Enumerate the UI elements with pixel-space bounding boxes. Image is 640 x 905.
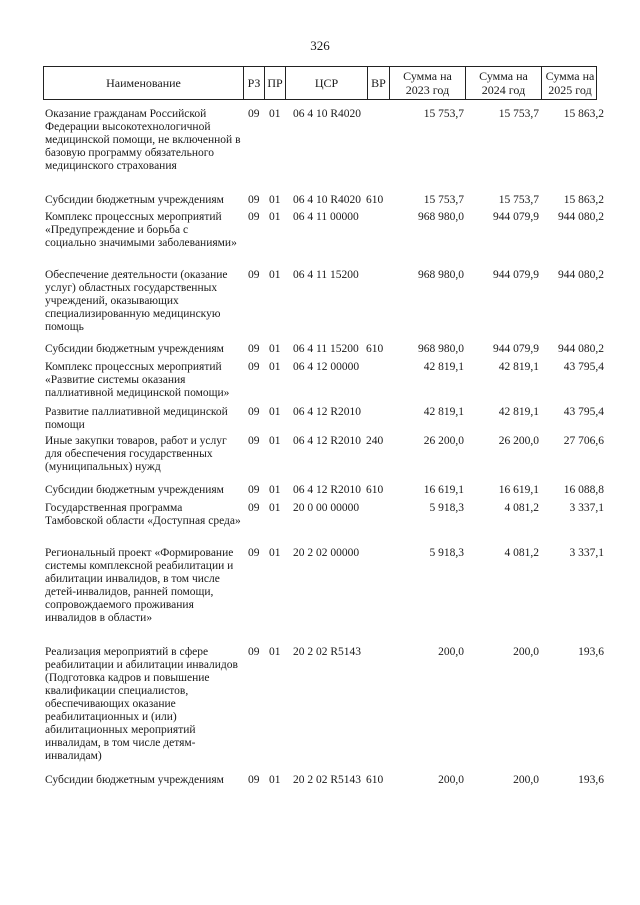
row-sum-2023: 5 918,3 — [429, 502, 464, 514]
row-sum-2025: 193,6 — [578, 774, 604, 786]
row-sum-2023: 200,0 — [438, 774, 464, 786]
table-header — [43, 66, 597, 100]
header-sum-2024: Сумма на 2024 год — [465, 67, 541, 99]
row-pr: 01 — [269, 194, 281, 206]
row-csr: 06 4 11 15200 — [293, 269, 359, 281]
row-sum-2024: 200,0 — [513, 646, 539, 658]
row-sum-2025: 944 080,2 — [558, 269, 604, 281]
row-pr: 01 — [269, 211, 281, 223]
row-rz: 09 — [248, 774, 260, 786]
row-sum-2024: 26 200,0 — [498, 435, 539, 447]
row-sum-2024: 4 081,2 — [504, 547, 539, 559]
header-sum-2023: Сумма на 2023 год — [389, 67, 465, 99]
row-name: Субсидии бюджетным учреждениям — [45, 194, 224, 206]
row-csr: 06 4 10 R4020 — [293, 108, 362, 120]
header-rz: РЗ — [243, 67, 264, 99]
row-name: Комплекс процессных мероприятий «Развитие системы оказания паллиативной медицинской помощи» — [45, 361, 230, 399]
row-name: Государственная программа Тамбовской области «Доступная среда» — [45, 502, 241, 527]
row-pr: 01 — [269, 361, 281, 373]
row-sum-2023: 968 980,0 — [418, 211, 464, 223]
row-rz: 09 — [248, 502, 260, 514]
row-vr: 610 — [366, 774, 384, 786]
row-sum-2025: 43 795,4 — [563, 406, 604, 418]
row-pr: 01 — [269, 502, 281, 514]
row-sum-2025: 15 863,2 — [563, 194, 604, 206]
header-vr: ВР — [367, 67, 389, 99]
row-sum-2025: 944 080,2 — [558, 343, 604, 355]
row-sum-2025: 944 080,2 — [558, 211, 604, 223]
row-rz: 09 — [248, 211, 260, 223]
row-rz: 09 — [248, 406, 260, 418]
row-sum-2025: 16 088,8 — [563, 484, 604, 496]
row-name: Оказание гражданам Российской Федерации высокотехнологичной медицинской помощи, не включенной в базовую программу обязательного медицинского страхования — [45, 108, 241, 172]
row-name: Региональный проект «Формирование системы комплексной реабилитации и абилитации инвалидов, в том числе детей-инвалидов, ранней помощи, сопровождаемого проживания инвалидов в области» — [45, 547, 234, 624]
row-sum-2025: 3 337,1 — [569, 502, 604, 514]
row-csr: 20 2 02 R5143 — [293, 774, 362, 786]
row-sum-2024: 15 753,7 — [498, 108, 539, 120]
row-rz: 09 — [248, 343, 260, 355]
row-csr: 06 4 11 00000 — [293, 211, 359, 223]
row-pr: 01 — [269, 435, 281, 447]
header-sum-2025: Сумма на 2025 год — [541, 67, 598, 99]
row-sum-2024: 4 081,2 — [504, 502, 539, 514]
row-sum-2023: 42 819,1 — [423, 361, 464, 373]
row-sum-2023: 15 753,7 — [423, 108, 464, 120]
row-sum-2025: 27 706,6 — [563, 435, 604, 447]
row-csr: 06 4 12 R2010 — [293, 435, 362, 447]
header-csr: ЦСР — [285, 67, 367, 99]
row-pr: 01 — [269, 774, 281, 786]
row-vr: 610 — [366, 343, 384, 355]
row-name: Субсидии бюджетным учреждениям — [45, 774, 224, 786]
row-sum-2024: 42 819,1 — [498, 361, 539, 373]
row-rz: 09 — [248, 547, 260, 559]
row-rz: 09 — [248, 108, 260, 120]
row-sum-2023: 16 619,1 — [423, 484, 464, 496]
row-pr: 01 — [269, 406, 281, 418]
row-rz: 09 — [248, 484, 260, 496]
row-name: Иные закупки товаров, работ и услуг для обеспечения государственных (муниципальных) нужд — [45, 435, 227, 473]
header-pr: ПР — [264, 67, 285, 99]
row-vr: 240 — [366, 435, 384, 447]
row-pr: 01 — [269, 547, 281, 559]
row-sum-2024: 42 819,1 — [498, 406, 539, 418]
row-csr: 20 0 00 00000 — [293, 502, 360, 514]
row-sum-2024: 944 079,9 — [493, 343, 539, 355]
row-csr: 20 2 02 R5143 — [293, 646, 362, 658]
row-name: Реализация мероприятий в сфере реабилитации и абилитации инвалидов (Подготовка кадров и повышение квалификации специалистов, обеспечивающих оказание реабилитационных и (или) абилитационных мероприятий инвалидам, в том числе детям-инвалидам) — [45, 646, 238, 762]
row-pr: 01 — [269, 269, 281, 281]
row-sum-2024: 944 079,9 — [493, 211, 539, 223]
row-sum-2023: 968 980,0 — [418, 343, 464, 355]
row-sum-2024: 16 619,1 — [498, 484, 539, 496]
row-name: Комплекс процессных мероприятий «Предупреждение и борьба с социально значимыми заболеваниями» — [45, 211, 237, 249]
row-name: Субсидии бюджетным учреждениям — [45, 343, 224, 355]
row-rz: 09 — [248, 646, 260, 658]
row-sum-2025: 15 863,2 — [563, 108, 604, 120]
row-rz: 09 — [248, 269, 260, 281]
row-sum-2023: 26 200,0 — [423, 435, 464, 447]
row-sum-2024: 944 079,9 — [493, 269, 539, 281]
row-sum-2023: 42 819,1 — [423, 406, 464, 418]
row-sum-2025: 3 337,1 — [569, 547, 604, 559]
row-sum-2024: 15 753,7 — [498, 194, 539, 206]
row-sum-2024: 200,0 — [513, 774, 539, 786]
row-sum-2023: 15 753,7 — [423, 194, 464, 206]
row-csr: 06 4 12 00000 — [293, 361, 360, 373]
row-vr: 610 — [366, 484, 384, 496]
row-pr: 01 — [269, 484, 281, 496]
row-sum-2023: 5 918,3 — [429, 547, 464, 559]
page-number: 326 — [310, 38, 330, 53]
row-name: Обеспечение деятельности (оказание услуг) областных государственных учреждений, оказывающих специализированную медицинскую помощь — [45, 269, 228, 333]
row-sum-2023: 968 980,0 — [418, 269, 464, 281]
row-csr: 06 4 11 15200 — [293, 343, 359, 355]
row-csr: 06 4 12 R2010 — [293, 484, 362, 496]
row-sum-2025: 193,6 — [578, 646, 604, 658]
row-rz: 09 — [248, 361, 260, 373]
row-csr: 06 4 10 R4020 — [293, 194, 362, 206]
row-pr: 01 — [269, 646, 281, 658]
row-csr: 06 4 12 R2010 — [293, 406, 362, 418]
header-name: Наименование — [106, 76, 181, 90]
row-pr: 01 — [269, 343, 281, 355]
row-name: Развитие паллиативной медицинской помощи — [45, 406, 228, 431]
row-name: Субсидии бюджетным учреждениям — [45, 484, 224, 496]
row-csr: 20 2 02 00000 — [293, 547, 360, 559]
row-vr: 610 — [366, 194, 384, 206]
row-sum-2025: 43 795,4 — [563, 361, 604, 373]
row-rz: 09 — [248, 435, 260, 447]
row-rz: 09 — [248, 194, 260, 206]
row-sum-2023: 200,0 — [438, 646, 464, 658]
row-pr: 01 — [269, 108, 281, 120]
